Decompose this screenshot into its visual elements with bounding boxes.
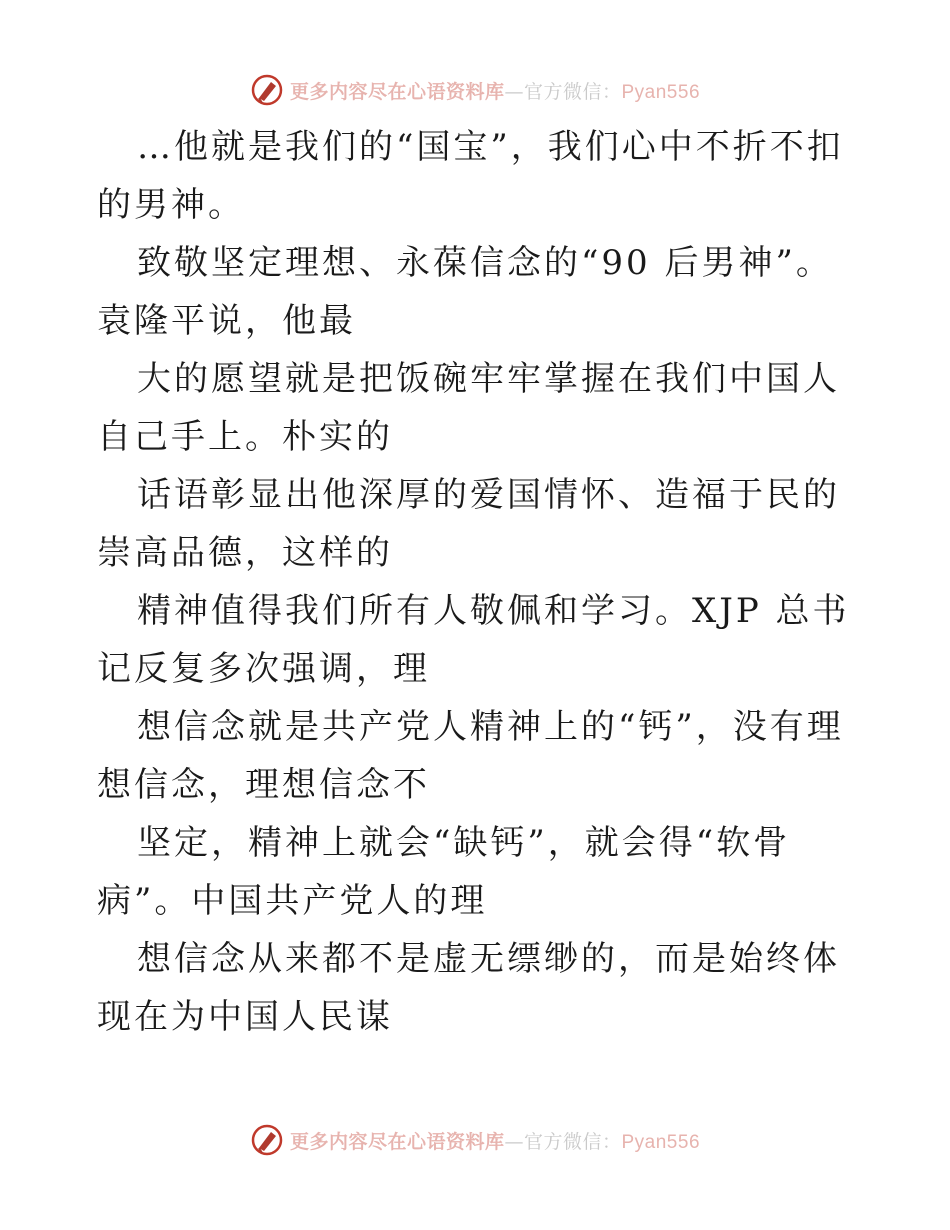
- paragraph-1: …他就是我们的“国宝”，我们心中不折不扣的男神。: [97, 127, 844, 225]
- paragraph-4: 话语彰显出他深厚的爱国情怀、造福于民的崇高品德，这样的: [97, 475, 840, 573]
- pen-nib-circle-icon: [250, 1123, 284, 1157]
- paragraph-2: 致敬坚定理想、永葆信念的“90 后男神”。袁隆平说，他最: [97, 243, 833, 341]
- watermark-wechat-id: Pyan556: [621, 81, 701, 103]
- paragraph-8: 想信念从来都不是虚无缥缈的，而是始终体现在为中国人民谋: [97, 939, 840, 1037]
- watermark-text: [290, 1127, 700, 1154]
- watermark-text: [290, 77, 700, 104]
- header-watermark: [0, 70, 950, 110]
- paragraph-7: 坚定，精神上就会“缺钙”，就会得“软骨病”。中国共产党人的理: [97, 823, 791, 921]
- watermark-dash: —: [504, 80, 524, 103]
- paragraph-6: 想信念就是共产党人精神上的“钙”，没有理想信念，理想信念不: [97, 707, 844, 805]
- pen-nib-circle-icon: [250, 73, 284, 107]
- watermark-dash: —: [504, 1130, 524, 1153]
- watermark-label: 官方微信：: [523, 80, 622, 103]
- paragraph-3: 大的愿望就是把饭碗牢牢掌握在我们中国人自己手上。朴实的: [97, 359, 840, 457]
- watermark-wechat-id: Pyan556: [621, 1131, 701, 1153]
- watermark-site: 更多内容尽在心语资料库: [289, 1130, 505, 1153]
- footer-watermark: [0, 1120, 950, 1160]
- watermark-label: 官方微信：: [523, 1130, 622, 1153]
- document-body: [97, 118, 857, 1046]
- paragraph-5: 精神值得我们所有人敬佩和学习。XJP 总书记反复多次强调，理: [97, 591, 850, 689]
- watermark-site: 更多内容尽在心语资料库: [289, 80, 505, 103]
